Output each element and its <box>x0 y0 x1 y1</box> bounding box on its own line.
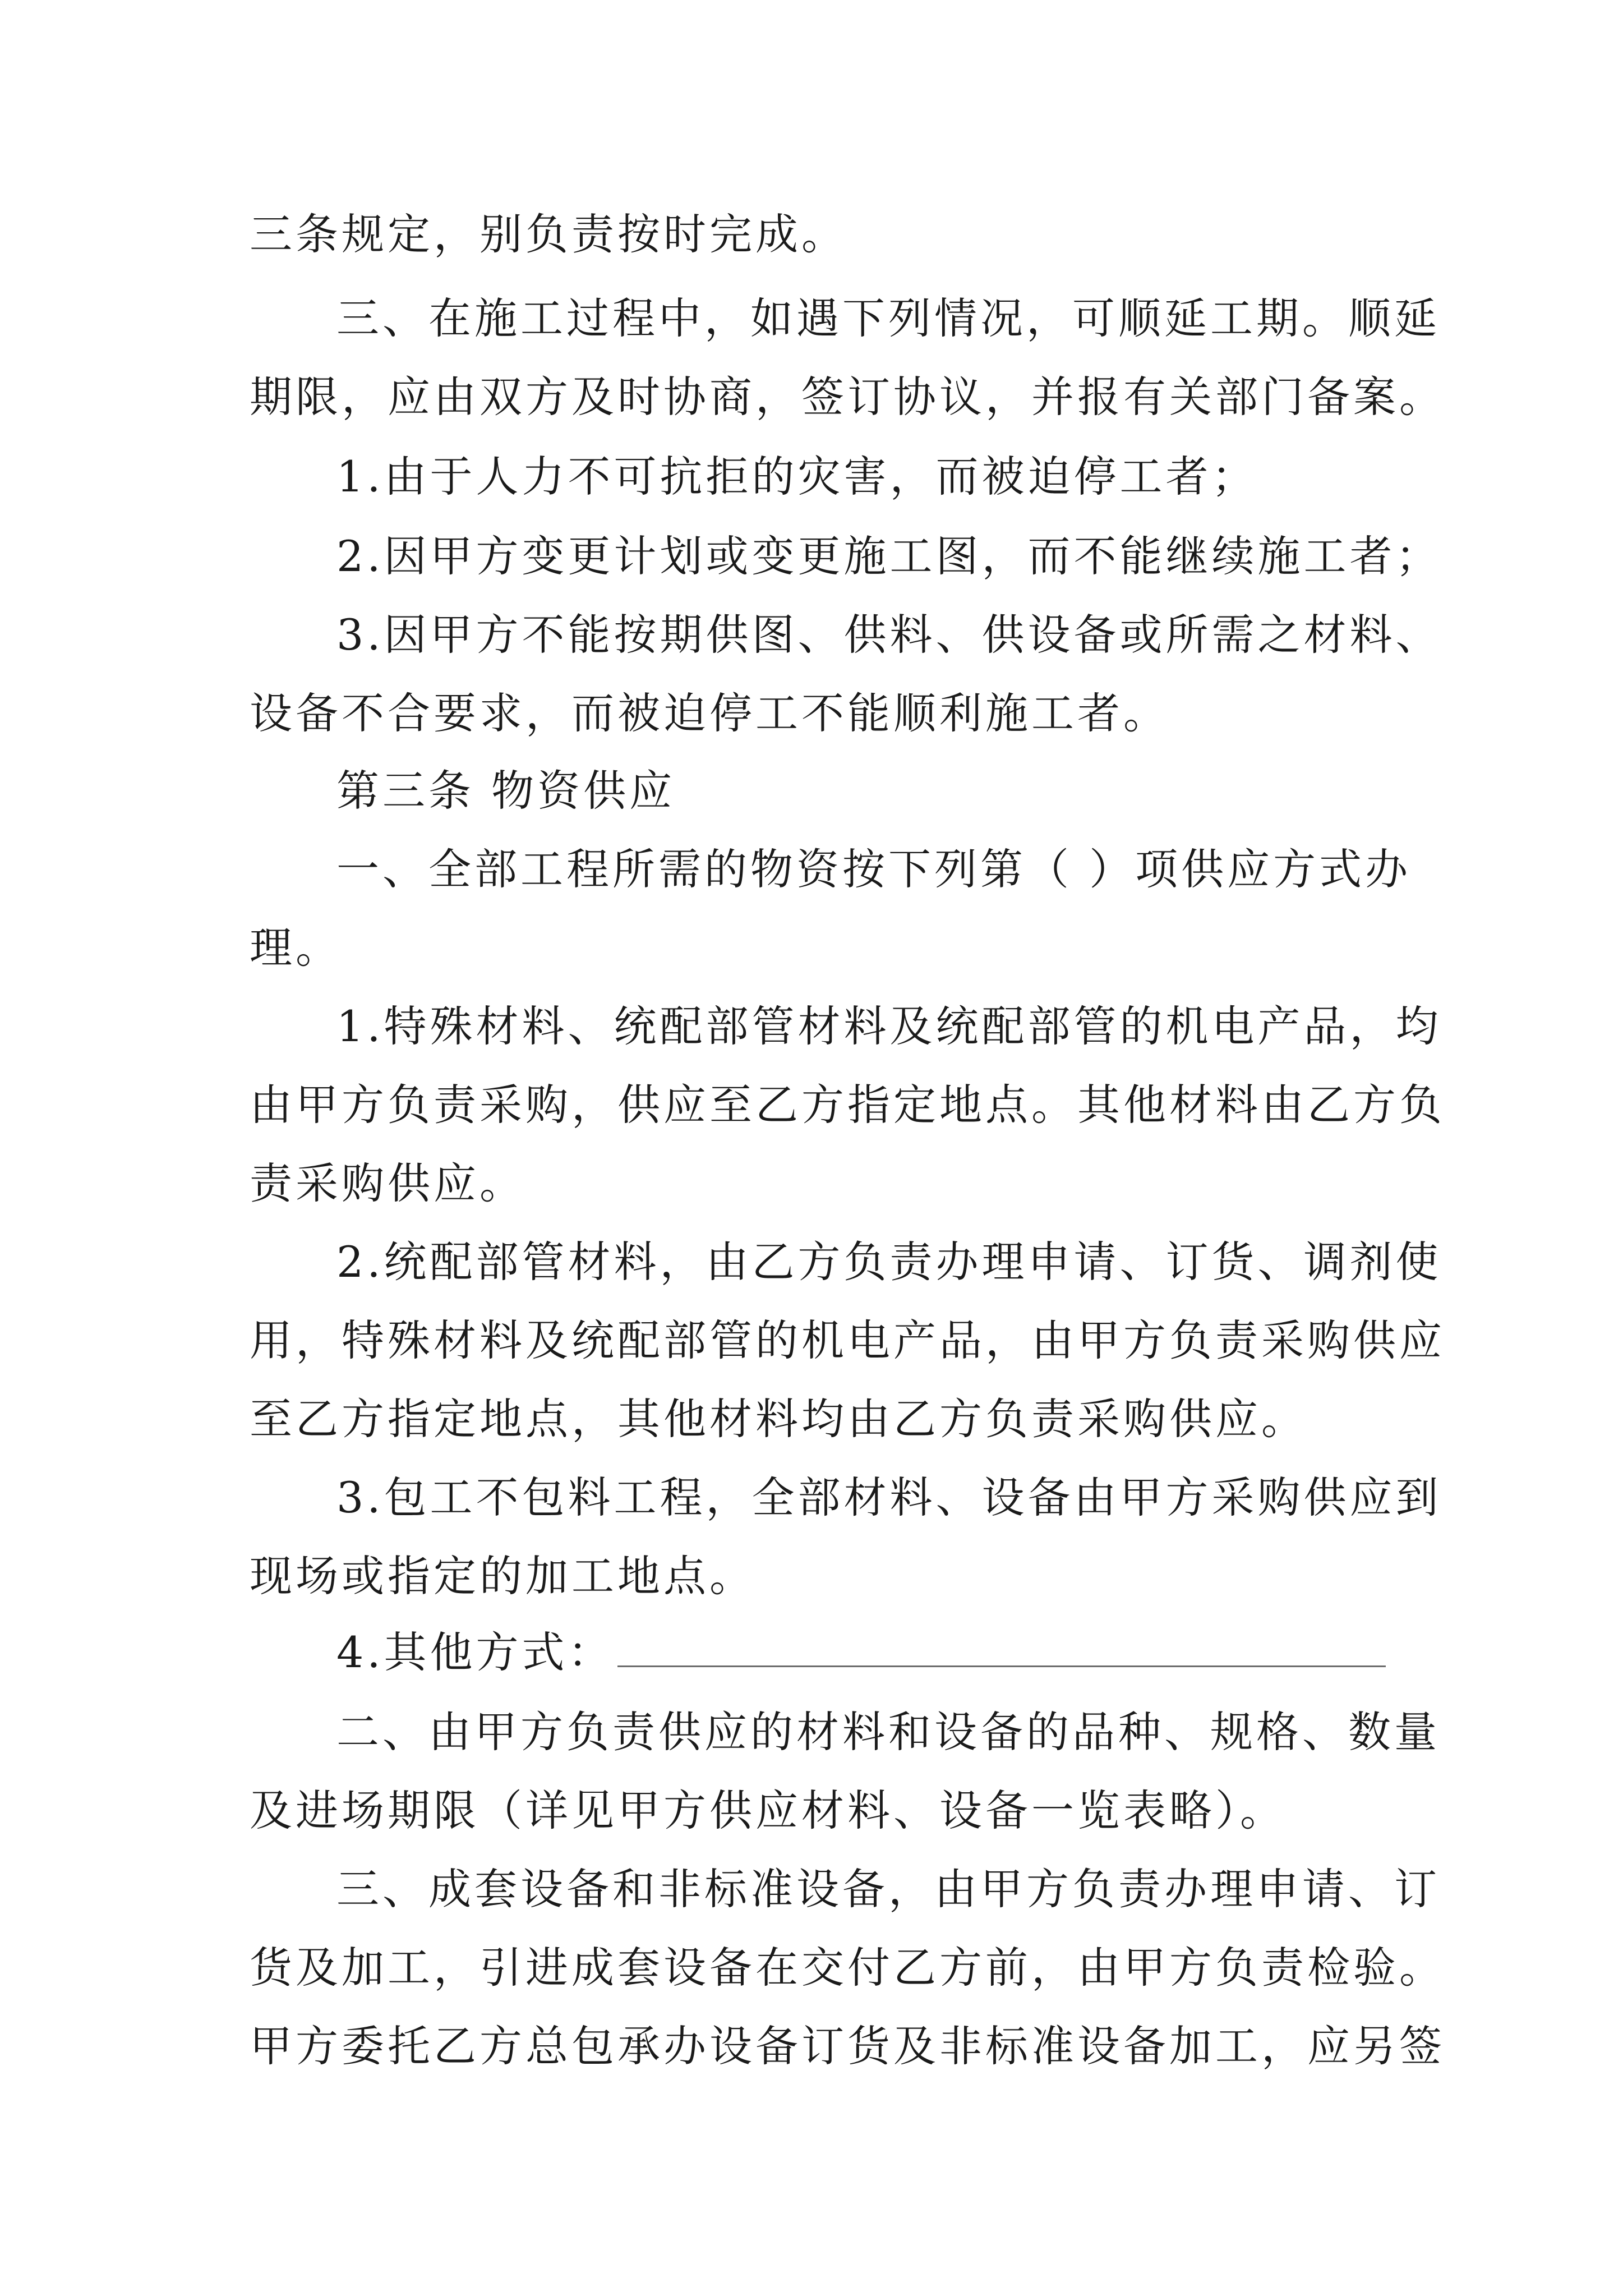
text-line: 由甲方负责采购，供应至乙方指定地点。其他材料由乙方负 <box>250 1080 1445 1130</box>
text-line: 3.因甲方不能按期供图、供料、供设备或所需之材料、 <box>336 610 1442 660</box>
text-line: 2.因甲方变更计划或变更施工图，而不能继续施工者； <box>336 531 1442 581</box>
text-line: 三、在施工过程中，如遇下列情况，可顺延工期。顺延 <box>336 293 1440 343</box>
text-line: 1.特殊材料、统配部管材料及统配部管的机电产品，均 <box>336 1001 1442 1051</box>
blank-underline <box>617 1641 1386 1667</box>
text-line: 设备不合要求，而被迫停工不能顺利施工者。 <box>250 688 1169 738</box>
text-line: 二、由甲方负责供应的材料和设备的品种、规格、数量 <box>336 1707 1440 1757</box>
text-line: 2.统配部管材料，由乙方负责办理申请、订货、调剂使 <box>336 1237 1442 1287</box>
fill-in-line <box>336 1625 1386 1681</box>
text-line: 责采购供应。 <box>250 1158 525 1208</box>
text-line: 及进场期限（详见甲方供应材料、设备一览表略）。 <box>250 1786 1286 1835</box>
text-line: 用，特殊材料及统配部管的机电产品，由甲方负责采购供应 <box>250 1315 1445 1365</box>
text-line: 三、成套设备和非标准设备，由甲方负责办理申请、订 <box>336 1864 1440 1914</box>
section-heading: 第三条 物资供应 <box>336 766 676 816</box>
text-line: 现场或指定的加工地点。 <box>250 1551 755 1601</box>
text-line: 货及加工，引进成套设备在交付乙方前，由甲方负责检验。 <box>250 1943 1445 1993</box>
text-line: 一、全部工程所需的物资按下列第（ ）项供应方式办 <box>336 844 1412 894</box>
text-line: 3.包工不包料工程，全部材料、设备由甲方采购供应到 <box>336 1473 1442 1522</box>
text-line: 甲方委托乙方总包承办设备订货及非标准设备加工，应另签 <box>250 2021 1445 2071</box>
text-line: 理。 <box>250 923 342 973</box>
text-line: 期限，应由双方及时协商，签订协议，并报有关部门备案。 <box>250 372 1445 422</box>
text-line: 三条规定，别负责按时完成。 <box>250 209 847 259</box>
text-line: 1.由于人力不可抗拒的灾害，而被迫停工者； <box>336 452 1258 501</box>
text-line: 至乙方指定地点，其他材料均由乙方负责采购供应。 <box>250 1394 1307 1444</box>
other-method-label: 4.其他方式： <box>336 1627 614 1677</box>
